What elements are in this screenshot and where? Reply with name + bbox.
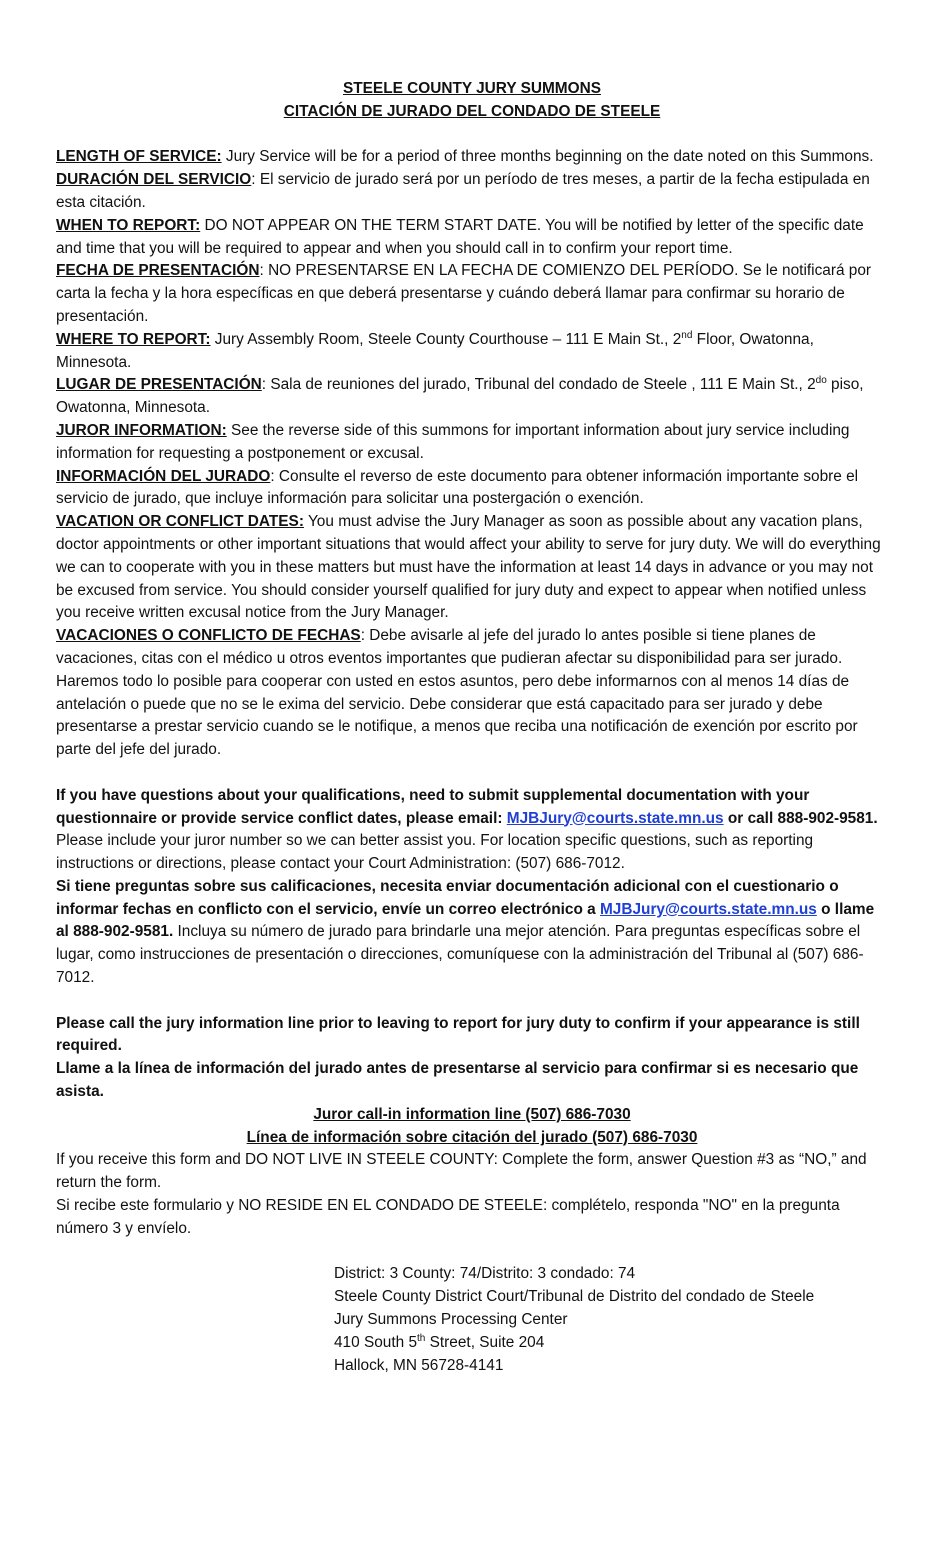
section-text: : Sala de reuniones del jurado, Tribunal del condado de Steele , 111 E Main St., 2 bbox=[261, 376, 816, 394]
length-of-service-en bbox=[56, 146, 888, 169]
section-text: You must advise the Jury Manager as soon as possible about any vacation plans, doctor appointments or other important situations that would affect your ability to serve for jury duty. We will do everything we can to cooperate with you in these matters but must have the information at least 14 days in advance or you may not be excused from service. You should consider yourself qualified for jury duty and expect to appear when notified unless you receive written excusal notice from the Jury Manager. bbox=[56, 513, 881, 622]
page-title-english: STEELE COUNTY JURY SUMMONS bbox=[343, 80, 601, 97]
section-label: VACACIONES O CONFLICTO DE FECHAS bbox=[56, 627, 361, 645]
address-court: Steele County District Court/Tribunal de Distrito del condado de Steele bbox=[334, 1288, 815, 1306]
street-text: Street, Suite 204 bbox=[425, 1333, 545, 1351]
vacation-conflict-es bbox=[56, 625, 888, 762]
juror-information-en bbox=[56, 420, 888, 466]
questions-es bbox=[56, 876, 888, 990]
section-text: : Consulte el reverso de este documento para obtener información importante sobre el servicio de jurado, que incluye información para solicitar una postergación o exención. bbox=[56, 467, 859, 508]
section-text: : El servicio de jurado será por un período de tres meses, a partir de la fecha estipulada en esta citación. bbox=[56, 171, 870, 211]
section-text: Jury Service will be for a period of three months beginning on the date noted on this Summons. bbox=[221, 148, 874, 166]
ordinal-suffix: do bbox=[815, 375, 827, 387]
section-label: WHERE TO REPORT: bbox=[56, 330, 211, 348]
questions-bold: If you have questions about your qualifications, need to submit supplemental documentation with your questionnaire or provide service conflict dates, please email: bbox=[56, 786, 810, 827]
call-before-leaving-es: Llame a la línea de información del jurado antes de presentarse al servicio para confirmar si es necesario que asista. bbox=[56, 1060, 859, 1101]
not-resident-notice-es: Si recibe este formulario y NO RESIDE EN EL CONDADO DE STEELE: complételo, responda "NO" en la pregunta número 3 y envíelo. bbox=[56, 1197, 840, 1237]
section-text: : Debe avisarle al jefe del jurado lo antes posible si tiene planes de vacaciones, citas con el médico u otros eventos importantes que pudieran afectar su disponibilidad para ser jurado. Haremos todo lo posible para cooperar con usted en estos asuntos, pero debe informarnos con al menos 14 días de antelación o puede que no se le exima del servicio. Debe considerar que está capacitado para ser jurado y debe presentarse a prestar servicio cuando se le notifique, a menos que reciba una notificación de exención por escrito por parte del jefe del jurado. bbox=[56, 627, 858, 759]
callin-line-es: Línea de información sobre citación del jurado (507) 686-7030 bbox=[246, 1128, 698, 1146]
street-text: 410 South 5 bbox=[334, 1333, 418, 1351]
call-before-leaving-en: Please call the jury information line prior to leaving to report for jury duty to confirm if your appearance is still required. bbox=[56, 1014, 860, 1055]
email-link[interactable]: MJBJury@courts.state.mn.us bbox=[506, 809, 724, 827]
vacation-conflict-en bbox=[56, 511, 888, 625]
ordinal-suffix: th bbox=[417, 1332, 426, 1344]
section-label: DURACIÓN DEL SERVICIO bbox=[56, 171, 252, 189]
section-label: INFORMACIÓN DEL JURADO bbox=[56, 467, 271, 485]
questions-bold: or call 888-902-9581. bbox=[723, 809, 878, 827]
address-district: District: 3 County: 74/Distrito: 3 condado: 74 bbox=[334, 1265, 636, 1283]
page-title-spanish: CITACIÓN DE JURADO DEL CONDADO DE STEELE bbox=[283, 102, 661, 120]
section-label: JUROR INFORMATION: bbox=[56, 421, 227, 439]
questions-text: Incluya su número de jurado para brindarle una mejor atención. Para preguntas específicas sobre el lugar, como instrucciones de presentación o direcciones, comuníquese con la administración del Tribunal al (507) 686-7012. bbox=[56, 923, 864, 987]
address-city: Hallock, MN 56728-4141 bbox=[334, 1356, 504, 1374]
address-center: Jury Summons Processing Center bbox=[334, 1311, 568, 1329]
length-of-service-es bbox=[56, 169, 888, 215]
section-text: See the reverse side of this summons for important information about jury service including information for requesting a postponement or excusal. bbox=[56, 421, 850, 462]
section-label: FECHA DE PRESENTACIÓN bbox=[56, 262, 260, 280]
questions-bold: o llame al 888-902-9581. bbox=[56, 900, 875, 941]
section-text: Floor, Owatonna, Minnesota. bbox=[56, 330, 814, 371]
address-street bbox=[334, 1332, 888, 1355]
callin-line-en: Juror call-in information line (507) 686-7030 bbox=[313, 1105, 631, 1123]
when-to-report-en bbox=[56, 215, 888, 261]
mailing-address bbox=[334, 1263, 888, 1377]
not-resident-notice-en: If you receive this form and DO NOT LIVE IN STEELE COUNTY: Complete the form, answer Question #3 as “NO,” and return the form. bbox=[56, 1151, 867, 1192]
section-label: WHEN TO REPORT: bbox=[56, 216, 201, 234]
questions-en bbox=[56, 785, 888, 876]
questions-bold: Si tiene preguntas sobre sus calificaciones, necesita enviar documentación adicional con el cuestionario o informar fechas en conflicto con el servicio, envíe un correo electrónico a bbox=[56, 877, 839, 918]
where-to-report-en bbox=[56, 329, 888, 375]
section-text: Jury Assembly Room, Steele County Courthouse – 111 E Main St., 2 bbox=[210, 330, 682, 348]
section-label: LENGTH OF SERVICE: bbox=[56, 148, 222, 166]
email-link[interactable]: MJBJury@courts.state.mn.us bbox=[599, 900, 817, 918]
section-label: LUGAR DE PRESENTACIÓN bbox=[56, 376, 262, 394]
when-to-report-es bbox=[56, 260, 888, 328]
ordinal-suffix: nd bbox=[681, 329, 693, 341]
questions-text: Please include your juror number so we can better assist you. For location specific questions, such as reporting instructions or directions, please contact your Court Administration: (507) 686-7012. bbox=[56, 832, 814, 873]
where-to-report-es bbox=[56, 374, 888, 420]
section-text: piso, Owatonna, Minnesota. bbox=[56, 376, 864, 417]
section-text: : NO PRESENTARSE EN LA FECHA DE COMIENZO DEL PERÍODO. Se le notificará por carta la fecha y la hora específicas en que deberá presentarse y cuándo deberá llamar para confirmar su horario de presentación. bbox=[56, 262, 872, 325]
section-text: DO NOT APPEAR ON THE TERM START DATE. You will be notified by letter of the specific date and time that you will be required to appear and when you should call in to confirm your report time. bbox=[56, 216, 864, 257]
juror-information-es bbox=[56, 466, 888, 512]
section-label: VACATION OR CONFLICT DATES: bbox=[56, 513, 304, 531]
